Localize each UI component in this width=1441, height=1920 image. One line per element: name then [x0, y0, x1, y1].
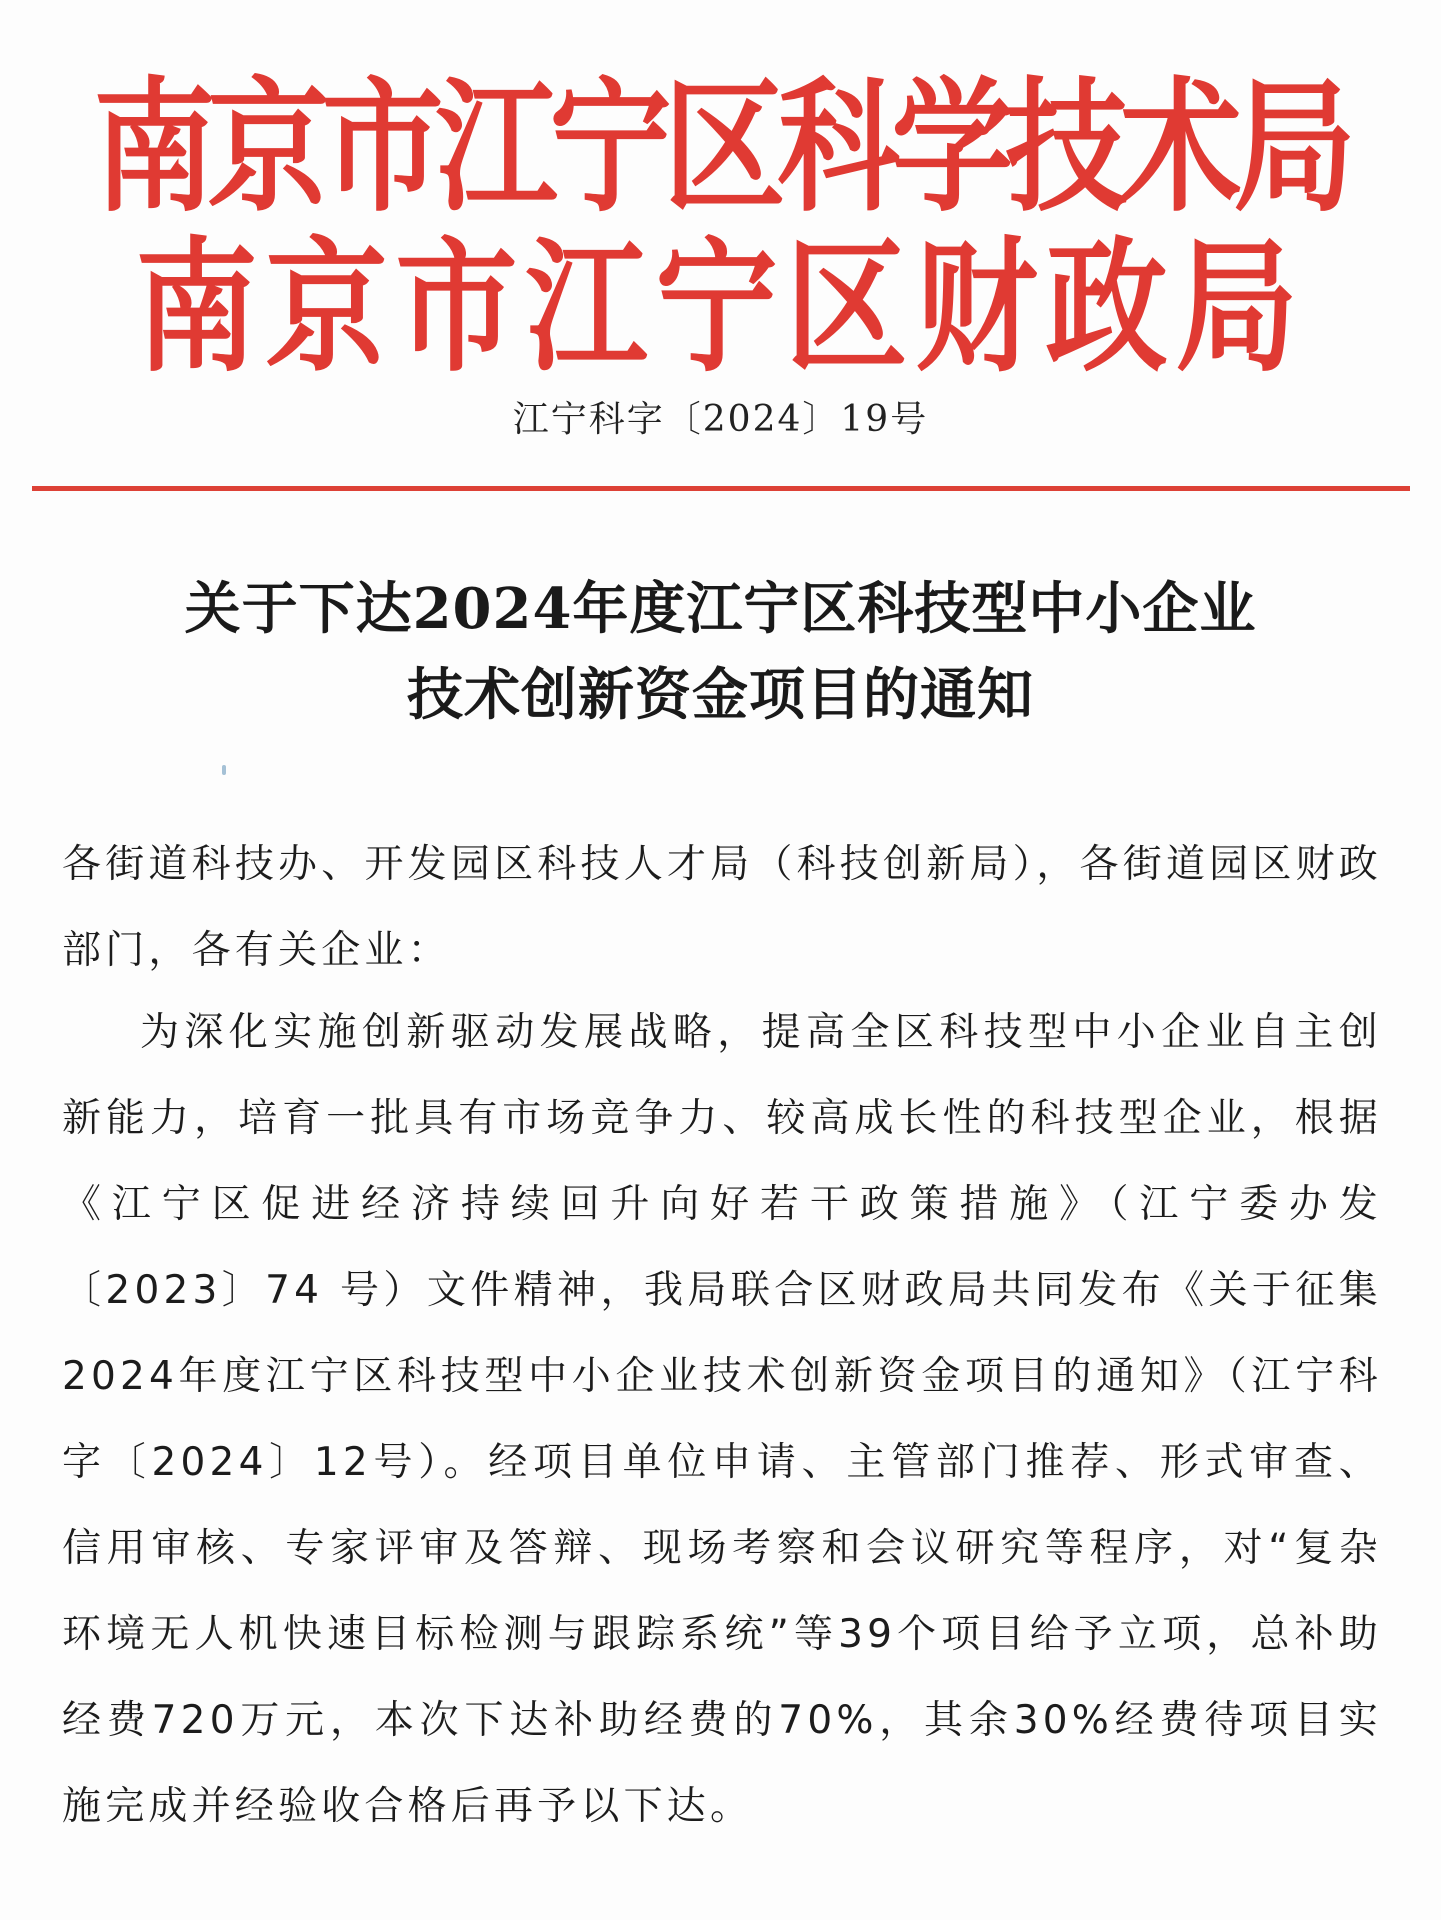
issuing-org-science-bureau: 南京市江宁区科学技术局: [93, 61, 1348, 232]
salutation: 各街道科技办、开发园区科技人才局（科技创新局），各街道园区财政部门，各有关企业：: [62, 842, 1382, 973]
notice-title-line-2: 技术创新资金项目的通知: [407, 662, 1034, 728]
issuing-org-finance-bureau: 南京市江宁区财政局: [135, 221, 1306, 392]
red-header-divider: [32, 486, 1410, 491]
notice-title-line-1: 关于下达2024年度江宁区科技型中小企业: [184, 576, 1257, 642]
scan-artifact: [222, 765, 226, 775]
body-paragraph: 为深化实施创新驱动发展战略，提高全区科技型中小企业自主创新能力，培育一批具有市场竞争力、较高成长性的科技型企业，根据《江宁区促进经济持续回升向好若干政策措施》（江宁委办发〔2023〕74 号）文件精神，我局联合区财政局共同发布《关于征集2024年度江宁区科技型中小企业技术创新资金项目的通知》（江宁科字〔2024〕12号）。经项目单位申请、主管部门推荐、形式审查、信用审核、专家评审及答辩、现场考察和会议研究等程序，对“复杂环境无人机快速目标检测与跟踪系统”等39个项目给予立项，总补助经费720万元，本次下达补助经费的70%，其余30%经费待项目实施完成并经验收合格后再予以下达。: [62, 1010, 1382, 1829]
document-number: 江宁科字〔2024〕19号: [512, 399, 929, 440]
